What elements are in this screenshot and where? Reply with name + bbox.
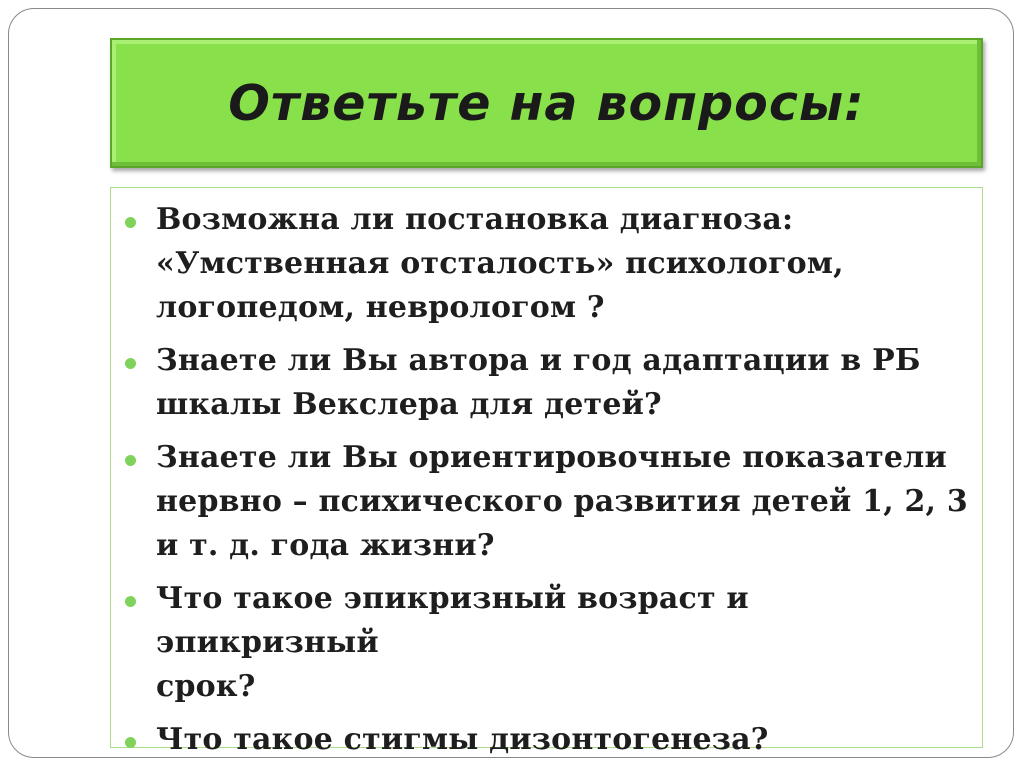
title-banner bbox=[110, 38, 983, 168]
list-item bbox=[123, 339, 974, 427]
questions-list bbox=[123, 198, 974, 771]
question-text: Знаете ли Вы автора и год адаптации в РБ шкалы Векслера для детей? bbox=[156, 343, 921, 422]
list-item bbox=[123, 198, 974, 330]
slide-frame bbox=[8, 8, 1014, 758]
question-text: Что такое стигмы дизонтогенеза? bbox=[156, 722, 769, 757]
bullet-icon bbox=[125, 596, 136, 607]
bullet-icon bbox=[125, 737, 136, 748]
bullet-icon bbox=[125, 455, 136, 466]
questions-box bbox=[110, 187, 983, 757]
question-text: Что такое эпикризный возраст и эпикризный срок? bbox=[156, 581, 749, 704]
list-item bbox=[123, 577, 974, 709]
bullet-icon bbox=[125, 358, 136, 369]
question-text: Возможна ли постановка диагноза: «Умственная отсталость» психологом, логопедом, неврологом ? bbox=[156, 202, 844, 325]
list-item bbox=[123, 436, 974, 568]
list-item bbox=[123, 718, 974, 762]
slide-title: Ответьте на вопросы: bbox=[228, 74, 865, 132]
question-text: Знаете ли Вы ориентировочные показатели нервно – психического развития детей 1, 2, 3 и т. д. года жизни? bbox=[156, 440, 968, 563]
bullet-icon bbox=[125, 217, 136, 228]
